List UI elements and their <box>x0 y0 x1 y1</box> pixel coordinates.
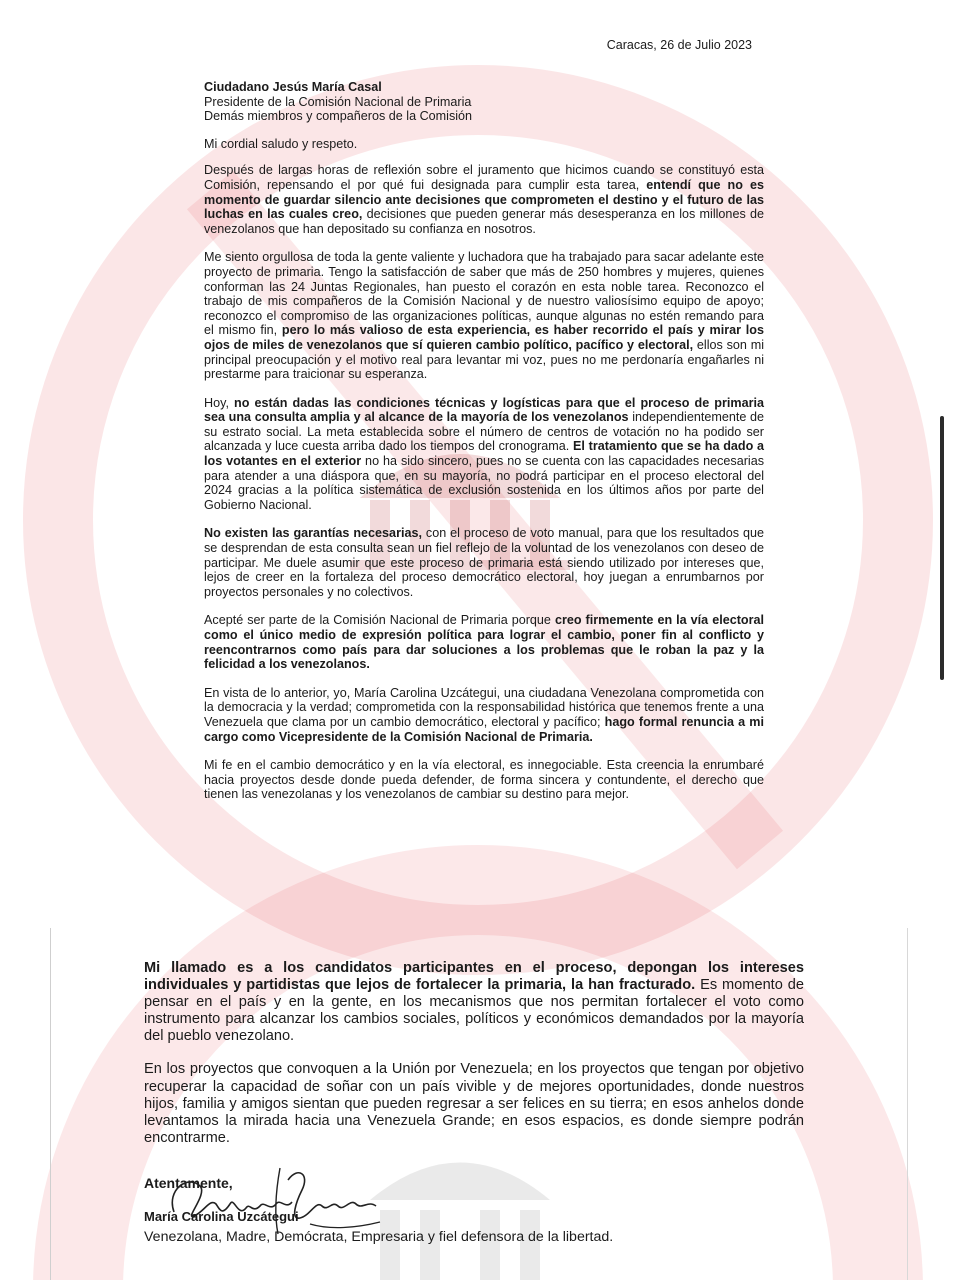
signatory-description: Venezolana, Madre, Demócrata, Empresaria y fiel defensora de la libertad. <box>144 1229 614 1245</box>
paragraph-3: Hoy, no están dadas las condiciones técnicas y logísticas para que el proceso de primaria sea una consulta amplia y al alcance de la mayoría de los venezolanos independientemente de su estrato social. La meta establecida sobre el número de centros de votación no ha podido ser alcanzada y luce cuesta arriba dado los tiempos del cronograma. El tratamiento que se ha dado a los votantes en el exterior no ha sido sincero, pues no se cuenta con las capacidades necesarias para atender a una diáspora que, en su mayoría, no podrá participar en el proceso electoral del 2024 gracias a la política sistemática de exclusión sostenida en los últimos años por parte del Gobierno Nacional. <box>204 395 764 512</box>
vertical-scrollbar[interactable] <box>940 416 944 680</box>
paragraph-4: No existen las garantías necesarias, con el proceso de voto manual, para que los resultados que se desprendan de esta consulta sean un fiel reflejo de la voluntad de los venezolanos con deseo de participar. Me duele asumir que este proceso de primaria está siendo utilizado por intereses que, lejos de creer en la fortaleza del proceso democrático electoral, hoy juegan a enrumbarnos por proyectos personales y no colectivos. <box>204 526 765 599</box>
paragraph-7: Mi fe en el cambio democrático y en la vía electoral, es innegociable. Esta creencia la enrumbaré hacia proyectos desde donde pueda defender, de forma sincera y contundente, el derecho que tienen las venezolanas y los venezolanos de cambiar su destino para mejor. <box>204 758 764 802</box>
greeting: Mi cordial saludo y respeto. <box>204 136 358 151</box>
signature-icon <box>160 1160 400 1240</box>
paragraph-6: En vista de lo anterior, yo, María Carolina Uzcátegui, una ciudadana Venezolana comprometida con la democracia y la verdad; comprometida con la responsabilidad histórica que tenemos frente a una Venezuela que clama por un cambio democrático, electoral y pacífico; hago formal renuncia a mi cargo como Vicepresidente de la Comisión Nacional de Primaria. <box>204 685 765 744</box>
second-page-body <box>144 960 804 1147</box>
letter-date: Caracas, 26 de Julio 2023 <box>606 38 752 52</box>
addressee-others: Demás miembros y compañeros de la Comisión <box>204 109 473 124</box>
closing: Atentamente, <box>144 1175 233 1191</box>
letter-body <box>204 80 764 802</box>
paragraph-call: Mi llamado es a los candidatos participantes en el proceso, depongan los intereses individuales y partidistas que lejos de fortalecer la primaria, la han fracturado. Es momento de pensar en el país y en la gente, en los mecanismos que nos permitan fortalecer el voto como instrumento para alcanzar los cambios sociales, políticos y económicos demandados por la mayoría del pueblo venezolano. <box>144 960 804 1045</box>
paragraph-2: Me siento orgullosa de toda la gente valiente y luchadora que ha trabajado para sacar adelante este proyecto de primaria. Tengo la satisfacción de saber que más de 250 hombres y mujeres, quienes conforman las 24 Juntas Regionales, han puesto el corazón en esta noble tarea. Reconozco el trabajo de mis compañeros de la Comisión Nacional y de nuestro valiosísimo equipo de apoyo; reconozco el compromiso de las organizaciones políticas, aunque algunas no estén remando para el mismo fin, pero lo más valioso de esta experiencia, es haber recorrido el país y mirar los ojos de miles de venezolanos que sí quieren cambio político, pacífico y electoral, ellos son mi principal preocupación y el motivo real para levantar mi voz, pues no me perdonaría engañarles ni prestarme para traicionar su esperanza. <box>204 250 764 382</box>
addressee-name: Ciudadano Jesús María Casal <box>204 80 382 94</box>
paragraph-1: Después de largas horas de reflexión sobre el juramento que hicimos cuando se constituyó esta Comisión, repensando el por qué fui designada para cumplir esta tarea, entendí que no es momento de guardar silencio ante decisiones que comprometen el destino y el futuro de las luchas en las cuales creo, decisiones que pueden generar más desesperanza en los millones de venezolanos que han depositado su confianza en nosotros. <box>204 163 764 236</box>
addressee-title: Presidente de la Comisión Nacional de Primaria <box>204 94 472 109</box>
signatory-name: María Carolina Uzcátegui <box>144 1209 299 1224</box>
addressee-block <box>204 80 764 124</box>
paragraph-5: Acepté ser parte de la Comisión Nacional de Primaria porque creo firmemente en la vía electoral como el único medio de expresión política para lograr el cambio, poner fin al conflicto y reencontrarnos como país para dar soluciones a los problemas que le roban la paz y la felicidad a los venezolanos. <box>204 613 764 672</box>
paragraph-projects: En los proyectos que convoquen a la Unión por Venezuela; en los proyectos que tengan por objetivo recuperar la capacidad de soñar con un país vivible y de mejores oportunidades, donde nuestros hijos, familia y amigos sientan que pueden regresar a ser felices en su tierra; en esos anhelos donde levantamos la mirada hacia una Venezuela Grande; en esos espacios, es donde siempre podrán encontrarme. <box>144 1061 804 1146</box>
